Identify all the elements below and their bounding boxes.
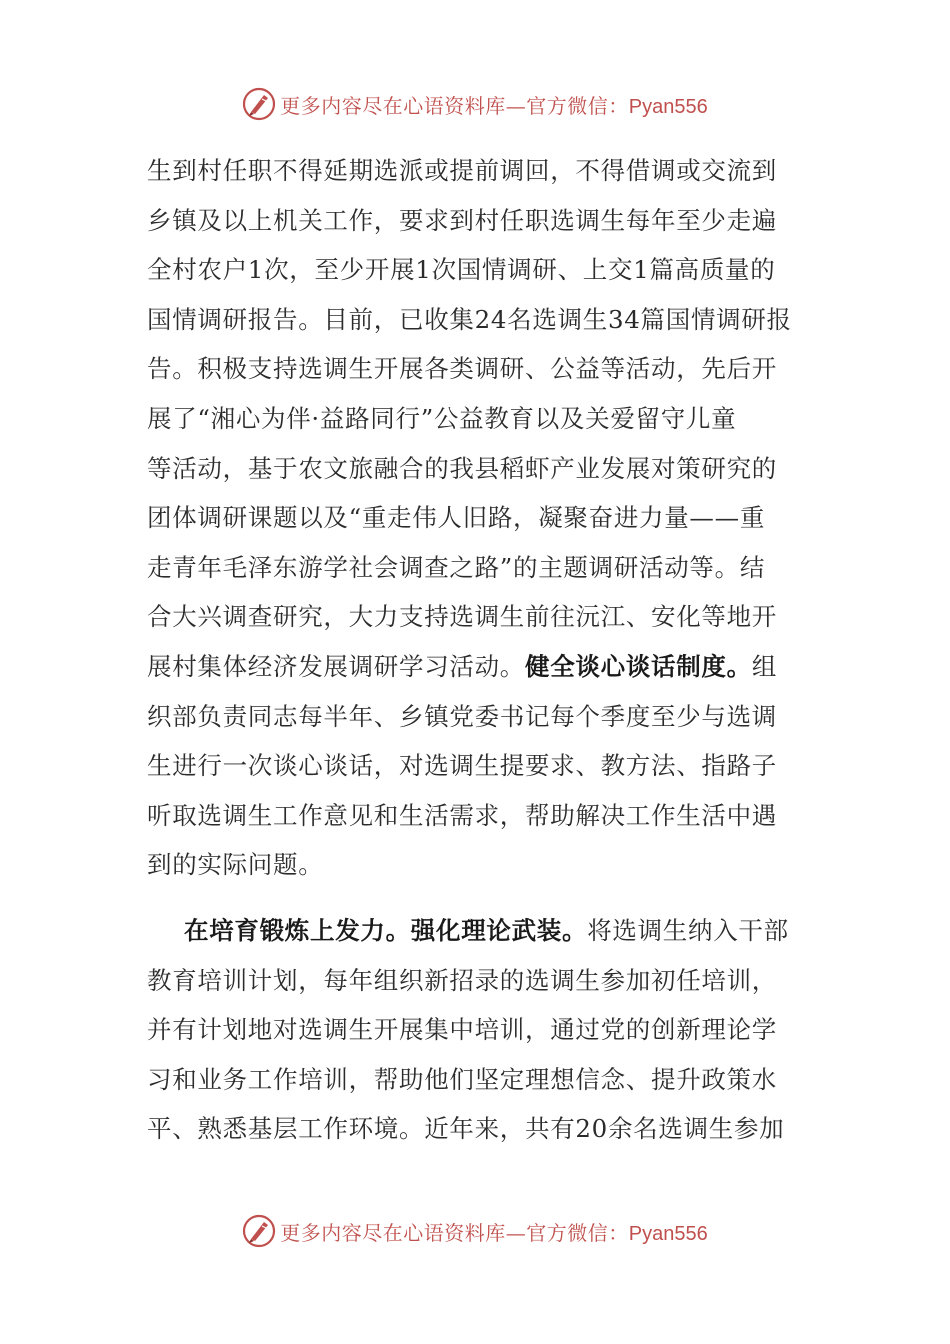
text-line: 听取选调生工作意见和生活需求，帮助解决工作生活中遇 [147,800,777,830]
text-line: 习和业务工作培训，帮助他们坚定理想信念、提升政策水 [147,1064,777,1094]
header-banner [0,84,950,124]
text-line: 生进行一次谈心谈话，对选调生提要求、教方法、指路子 [147,751,777,781]
text-line [147,906,807,956]
pen-logo-icon [242,1214,276,1248]
text-line: 国情调研报告。目前，已收集24名选调生34篇国情调研报 [147,304,792,334]
banner-brand: Pyan556 [628,1222,708,1245]
paragraph-2 [147,906,807,1154]
text-run: 组 [751,651,778,681]
text-run: 展村集体经济发展调研学习活动。 [147,651,525,681]
text-line: 生到村任职不得延期选派或提前调回，不得借调或交流到 [147,156,777,185]
banner-text: 更多内容尽在心语资料库—官方微信：Pyan556 [280,93,708,118]
text-run: 将选调生纳入干部 [587,916,789,945]
text-line: 告。积极支持选调生开展各类调研、公益等活动，先后开 [147,354,777,384]
text-line: 并有计划地对选调生开展集中培训，通过党的创新理论学 [147,1015,777,1045]
banner-brand: Pyan556 [628,95,708,118]
text-line: 到的实际问题。 [147,850,324,880]
text-line: 展了“湘心为伴·益路同行”公益教育以及关爱留守儿童 [147,403,737,433]
text-line: 乡镇及以上机关工作，要求到村任职选调生每年至少走遍 [147,205,777,235]
bold-heading: 在培育锻炼上发力。强化理论武装。 [184,916,588,945]
text-line: 教育培训计划，每年组织新招录的选调生参加初任培训， [147,965,777,995]
text-line: 平、熟悉基层工作环境。近年来，共有20余名选调生参加 [147,1114,785,1144]
pen-logo-icon [242,87,276,121]
text-line: 走青年毛泽东游学社会调查之路”的主题调研活动等。结 [147,552,766,582]
text-line: 全村农户1次，至少开展1次国情调研、上交1篇高质量的 [147,255,776,285]
bold-heading: 健全谈心谈话制度。 [525,651,752,681]
paragraph-1 [147,146,807,890]
text-line: 等活动，基于农文旅融合的我县稻虾产业发展对策研究的 [147,453,777,483]
text-line: 团体调研课题以及“重走伟人旧路，凝聚奋进力量——重 [147,503,766,533]
text-line: 织部负责同志每半年、乡镇党委书记每个季度至少与选调 [147,701,777,731]
text-line [147,642,807,692]
footer-banner [0,1211,950,1251]
text-line: 合大兴调查研究，大力支持选调生前往沅江、安化等地开 [147,602,777,632]
banner-text: 更多内容尽在心语资料库—官方微信：Pyan556 [280,1220,708,1245]
